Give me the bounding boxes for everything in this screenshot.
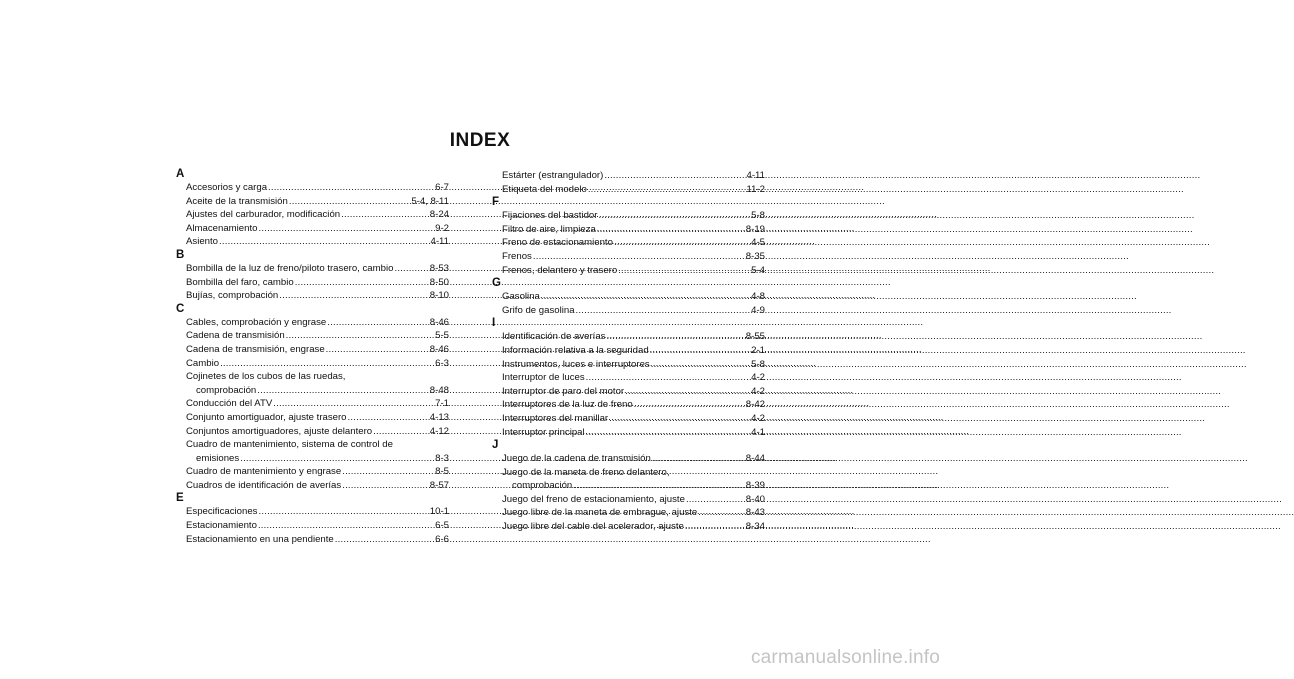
index-entry-page: 4-11 [430,236,449,248]
index-entry-page: 8-5 [435,466,449,478]
index-entry-page: 8-44 [745,453,765,465]
index-entry-text: Cadena de transmisión, engrase [186,343,325,355]
index-entry-row [502,452,765,466]
index-entry-text: Bujías, comprobación [186,290,279,302]
leader-dots [617,264,751,278]
index-entry-page: 8-40 [745,493,765,505]
index-entry-text: Etiqueta del modelo [502,183,587,195]
index-group-j [493,439,765,534]
index-entry-text: Cadena de transmisión [186,330,285,342]
index-entry-page: 8-35 [745,250,765,262]
index-entry-page: 5-8 [751,358,765,370]
index-entry-row [186,208,449,222]
index-entry-row [186,505,449,519]
index-entry-row [186,479,449,493]
index-entry-text: Cuadro de mantenimiento, sistema de control de [186,439,393,451]
leader-dots [257,222,435,236]
leader-dots [596,223,746,237]
leader-dots [267,181,435,195]
leader-dots [585,371,751,385]
index-entry-continuation: comprobación [196,384,257,396]
leader-dots [685,493,746,507]
leader-dots [285,329,435,343]
index-entry-row [186,384,449,398]
leader-dots [575,304,752,318]
index-entry-page: 6-3 [435,357,449,369]
index-entry-page: 6-6 [435,533,449,545]
index-entry-page: 8-46 [429,343,449,355]
index-entry-text: Frenos, delantero y trasero [502,264,618,276]
leader-dots [288,195,411,209]
index-entry-row [502,398,765,412]
index-entry-text: Juego libre de la maneta de embrague, ajuste [502,507,698,519]
index-entry-text: Asiento [186,236,218,248]
index-entry [177,181,449,195]
index-entry-text: Cuadros de identificación de averías [186,479,342,491]
index-entry-row [502,264,765,278]
index-entry-text: Aceite de la transmisión [186,195,288,207]
index-entry-row [502,290,765,304]
index-entry-page: 4-8 [751,291,765,303]
index-entry-row [186,329,449,343]
index-entry-row [502,209,765,223]
index-entry-row [186,316,449,330]
index-entry [493,250,765,264]
index-entry-row [502,385,765,399]
index-group-i [493,317,765,439]
index-entry-page: 8-3 [435,452,449,464]
leader-dots [393,262,429,276]
index-entry [493,398,765,412]
index-entry-text: Juego del freno de estacionamiento, ajuste [502,493,685,505]
index-entry-page: 5-4, 8-11 [411,195,449,207]
index-entry-row [186,519,449,533]
index-entry [177,195,449,209]
leader-dots [341,479,430,493]
index-entry-row [186,276,449,290]
index-entry [493,371,765,385]
index-entry-text: Bombilla de la luz de freno/piloto trasero, cambio [186,262,394,274]
index-entry-row [186,181,449,195]
index-entry-row [186,411,449,425]
page-title: INDEX [449,130,511,151]
index-entry-page: 4-5 [751,237,765,249]
leader-dots [239,452,435,466]
index-entry [493,452,765,466]
index-entry [177,425,449,439]
index-entry-row [502,344,765,358]
index-entry-page: 8-10 [429,290,449,302]
index-entry [177,505,449,519]
index-entry [493,493,765,507]
index-entry-page: 4-9 [751,304,765,316]
index-entry-row [502,506,765,520]
index-entry-row [186,235,449,249]
index-entry-page: 5-8 [751,210,765,222]
index-entry-text: Grifo de gasolina [502,304,575,316]
index-entry [493,330,765,344]
index-group-b [177,249,449,303]
leader-dots [572,479,746,493]
index-entry-text: Interruptores de la luz de freno [502,399,633,411]
index-entry-row [186,343,449,357]
index-entry [177,465,449,479]
index-entry-text: Cambio [186,357,220,369]
index-entry-page: 8-46 [429,316,449,328]
index-entry-page: 8-50 [429,276,449,288]
leader-dots [613,236,751,250]
index-entry-row [186,195,449,209]
index-entry [493,344,765,358]
index-entry-page: 8-53 [429,262,449,274]
index-entry-page: 6-7 [435,182,449,193]
index-entry-text: Gasolina [502,291,540,303]
index-entry-row [502,250,765,264]
index-entry [493,426,765,440]
leader-dots [347,411,430,425]
leader-dots [257,519,435,533]
index-entry [493,223,765,237]
index-group-e [177,492,449,546]
index-entry [177,357,449,371]
leader-dots [257,505,429,519]
index-entry-page: 2-1 [751,344,765,356]
index-entry [493,264,765,278]
index-entry-page: 9-2 [435,222,449,234]
index-entry-row [502,330,765,344]
index-entry-text: Conducción del ATV [186,398,273,410]
index-letter-heading: F [492,196,500,209]
index-entry [177,479,449,493]
index-entry-text: Juego libre del cable del acelerador, ajuste [502,521,684,533]
index-entry-text: Fijaciones del bastidor [502,210,598,222]
leader-dots [585,426,751,440]
leader-dots [608,412,751,426]
index-entry-text: Accesorios y carga [186,182,268,193]
index-entry-row [502,169,765,183]
leader-dots [651,452,746,466]
index-entry-row [186,222,449,236]
leader-dots [697,506,746,520]
leader-dots [325,343,430,357]
index-entry-row [502,412,765,426]
index-entry-page: 4-2 [751,372,765,384]
index-entry-row [186,357,449,371]
index-entry-row [186,452,449,466]
index-entry-text: Interruptores del manillar [502,412,609,424]
index-entry-continuation: emisiones [196,452,240,464]
index-entry-row [186,465,449,479]
leader-dots [326,316,430,330]
leader-dots [684,520,746,534]
index-entry-text: Conjuntos amortiguadores, ajuste delantero [186,425,373,437]
index-entry-text: Estacionamiento en una pendiente [186,533,334,545]
index-entry-row [502,493,765,507]
index-letter-heading: E [176,492,184,505]
index-entry-text: Conjunto amortiguador, ajuste trasero [186,411,347,423]
leader-dots [633,398,746,412]
index-letter-heading: B [176,248,185,261]
index-entry-page: 6-5 [435,520,449,532]
index-entry-page: 4-1 [751,426,765,438]
index-entry-continuation: comprobación [512,480,573,492]
leader-dots [597,209,751,223]
index-entry-page: 7-1 [435,398,449,410]
index-entry-text: Interruptor principal [502,426,585,438]
index-entry-text: Interruptor de luces [502,372,585,384]
index-group-g [493,277,765,317]
index-entry-text: Especificaciones [186,506,258,518]
index-entry-page: 8-57 [429,479,449,491]
leader-dots [218,235,431,249]
index-entry-page: 8-42 [745,399,765,411]
leader-dots [219,357,435,371]
index-entry-page: 4-11 [746,170,765,181]
index-entry-text: Juego de la cadena de transmisión [502,453,651,465]
index-entry [493,412,765,426]
index-entry-text: Ajustes del carburador, modificación [186,209,341,221]
leader-dots [340,208,430,222]
index-entry-page: 8-24 [429,209,449,221]
leader-dots [603,169,746,183]
index-entry-text: Almacenamiento [186,222,258,234]
leader-dots [372,425,430,439]
index-entry-page: 4-2 [751,385,765,397]
index-entry-page: 5-5 [435,330,449,342]
leader-dots [605,330,745,344]
index-entry-page: 8-48 [429,384,449,396]
index-entry-text: Cojinetes de los cubos de las ruedas, [186,371,346,383]
index-entry-page: 8-55 [745,331,765,343]
index-entry-row [502,358,765,372]
index-entry-text: Frenos [502,250,532,262]
index-entry-page: 8-39 [745,480,765,492]
index-entry [493,520,765,534]
index-entry [493,290,765,304]
index-entry-row [502,236,765,250]
index-entry-text: Identificación de averías [502,331,606,343]
index-entry [177,343,449,357]
index-entry-page: 8-19 [745,223,765,235]
index-column-left [177,168,449,546]
index-entry [177,411,449,425]
index-entry [493,236,765,250]
index-entry-row [186,533,449,547]
index-letter-heading: G [492,277,501,290]
index-entry-text: Filtro de aire, limpieza [502,223,596,235]
index-entry [493,304,765,318]
index-entry-row [502,479,765,493]
index-entry-row [186,397,449,411]
leader-dots [334,533,435,547]
index-entry [177,289,449,303]
index-entry-text: Instrumentos, luces e interruptores [502,358,650,370]
index-entry [177,397,449,411]
index-entry-row [186,262,449,276]
index-entry [177,262,449,276]
index-entry-text: Estacionamiento [186,520,257,532]
index-entry [493,358,765,372]
index-letter-heading: C [176,302,185,315]
index-column-right [493,169,765,534]
index-entry-text: Freno de estacionamiento [502,237,613,249]
index-entry [493,209,765,223]
index-entry-page: 4-13 [429,411,449,423]
leader-dots [532,250,746,264]
index-entry-row [502,426,765,440]
index-entry-text: Estárter (estrangulador) [502,170,604,181]
index-entry [177,316,449,330]
index-entry-text: Bombilla del faro, cambio [186,276,294,288]
leader-dots [278,289,430,303]
index-entry-text: Cables, comprobación y engrase [186,316,327,328]
index-entry-row [186,289,449,303]
index-entry-row [502,371,765,385]
index-entry [493,466,765,493]
index-entry-page: 8-43 [745,507,765,519]
index-entry [493,506,765,520]
index-entry [493,385,765,399]
index-entry-page: 5-4 [751,264,765,276]
index-entry [177,438,449,465]
leader-dots [341,465,435,479]
index-letter-heading: J [492,439,499,452]
index-entry-text: Cuadro de mantenimiento y engrase [186,466,342,478]
leader-dots [294,276,430,290]
index-entry-text: Interruptor de paro del motor [502,385,625,397]
index-entry-row [502,183,765,197]
leader-dots [650,358,751,372]
index-entry [177,329,449,343]
index-group-f [493,196,765,277]
leader-dots [272,397,435,411]
index-entry [177,519,449,533]
index-entry [177,222,449,236]
index-entry-row [502,520,765,534]
index-entry [177,370,449,397]
leader-dots [540,290,751,304]
index-group-a [177,168,449,249]
index-entry-row [502,304,765,318]
index-entry [177,533,449,547]
leader-dots [624,385,751,399]
index-entry [493,183,765,197]
index-group-cont [493,169,765,196]
index-entry-text: Información relativa a la seguridad [502,344,649,356]
index-entry-row [186,425,449,439]
index-entry-page: 4-12 [429,425,449,437]
leader-dots [587,183,747,197]
index-entry-page: 4-2 [751,412,765,424]
index-entry-page: 11-2 [746,183,765,195]
index-group-c [177,303,449,493]
leader-dots [256,384,430,398]
index-entry-text: Juego de la maneta de freno delantero, [502,466,670,478]
index-letter-heading: A [176,168,185,180]
index-entry [177,235,449,249]
index-entry-page: 10-1 [429,506,449,518]
index-entry-row [502,223,765,237]
index-entry [177,276,449,290]
index-entry [177,208,449,222]
index-letter-heading: I [492,317,496,330]
leader-dots [649,344,751,358]
watermark: carmanualsonline.info [750,647,940,668]
index-entry [493,169,765,183]
index-entry-page: 8-34 [745,521,765,533]
